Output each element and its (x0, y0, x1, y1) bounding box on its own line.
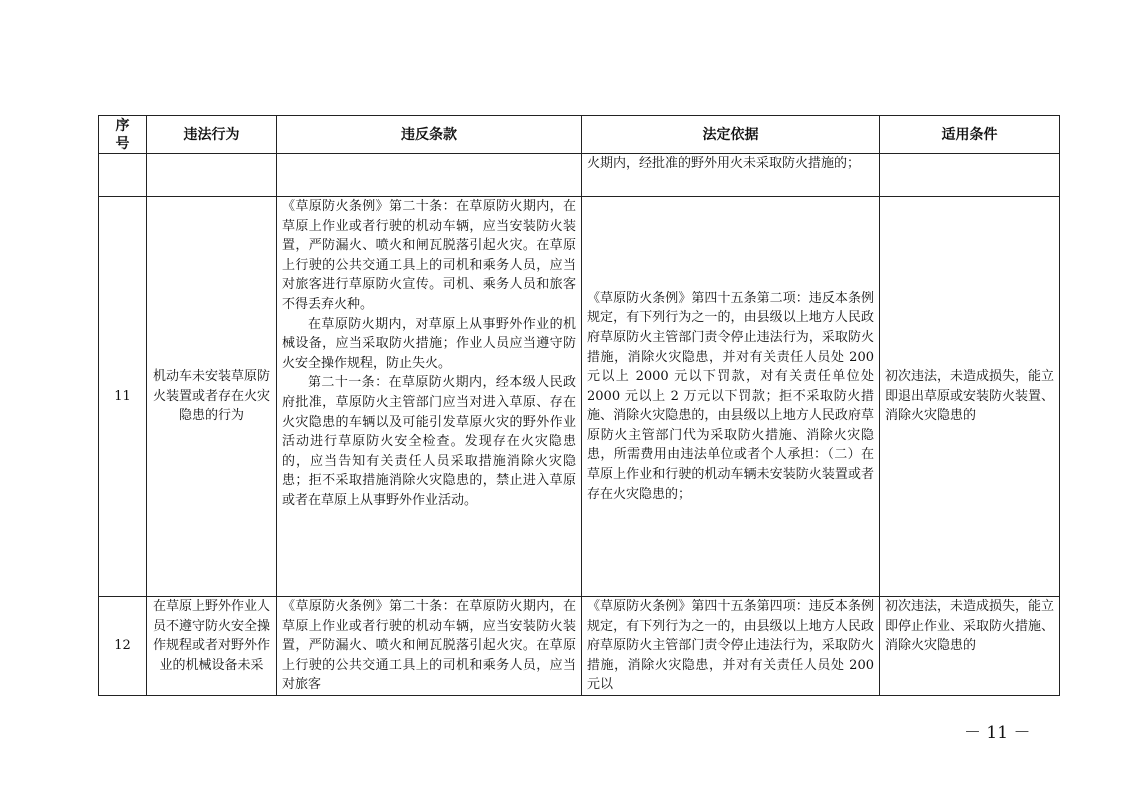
row-conditions-text: 初次违法，未造成损失，能立即停止作业、采取防火措施、消除火灾隐患的 (885, 599, 1055, 654)
page-number: － 11 － (964, 723, 1031, 743)
row-clause-p1: 《草原防火条例》第二十条：在草原防火期内，在草原上作业或者行驶的机动车辆，应当安装防火装置，严防漏火、喷火和闸瓦脱落引起火灾。在草原上行驶的公共交通工具上的司机和乘务人员，应当对旅客进行草原防火宣传。司机、乘务人员和旅客不得丢弃火种。 (282, 199, 576, 312)
regulation-table (98, 115, 1060, 696)
table-row (99, 197, 1060, 597)
row-conditions (880, 597, 1060, 696)
row-basis (582, 597, 880, 696)
row-seq: 11 (99, 197, 147, 597)
cont-behavior (147, 154, 277, 197)
header-basis: 法定依据 (582, 116, 880, 154)
header-behavior: 违法行为 (147, 116, 277, 154)
cont-clause (277, 154, 582, 197)
row-clause (277, 597, 582, 696)
row-behavior-text: 机动车未安装草原防火装置或者存在火灾隐患的行为 (152, 369, 270, 424)
row-seq: 12 (99, 597, 147, 696)
row-basis-text: 《草原防火条例》第四十五条第四项：违反本条例规定，有下列行为之一的，由县级以上地方人民政府草原防火主管部门责令停止违法行为，采取防火措施，消除火灾隐患，并对有关责任人员处 200 元以 (587, 599, 879, 693)
row-behavior (147, 597, 277, 696)
row-basis-text: 《草原防火条例》第四十五条第二项：违反本条例规定，有下列行为之一的，由县级以上地方人民政府草原防火主管部门责令停止违法行为，采取防火措施，消除火灾隐患，并对有关责任人员处 200 元以上 2000 元以下罚款，对有关责任单位处 2000 元以上 2 万元以下罚款；拒不采取防火措施、消除火灾隐患的，由县级以上地方人民政府草原防火主管部门代为采取防火措施、消除火灾隐患，所需费用由违法单位或者个人承担：（二）在草原上作业和行驶的机动车辆未安装防火装置或者存在火灾隐患的； (587, 290, 879, 502)
cont-basis (582, 154, 880, 197)
row-clause-p2: 在草原防火期内，对草原上从事野外作业的机械设备，应当采取防火措施；作业人员应当遵守防火安全操作规程，防止失火。 (282, 316, 576, 371)
header-clause: 违反条款 (277, 116, 582, 154)
row-behavior-text: 在草原上野外作业人员不遵守防火安全操作规程或者对野外作业的机械设备未采 (152, 599, 270, 673)
row-clause-p3: 第二十一条：在草原防火期内，经本级人民政府批准，草原防火主管部门应当对进入草原、存在火灾隐患的车辆以及可能引发草原火灾的野外作业活动进行草原防火安全检查。发现存在火灾隐患的，应当告知有关责任人员采取措施消除火灾隐患；拒不采取措施消除火灾隐患的，禁止进入草原或者在草原上从事野外作业活动。 (282, 375, 576, 508)
cont-seq (99, 154, 147, 197)
table-row (99, 597, 1060, 696)
row-clause (277, 197, 582, 597)
row-conditions-text: 初次违法，未造成损失，能立即退出草原或安装防火装置、消除火灾隐患的 (885, 369, 1055, 424)
cont-conditions (880, 154, 1060, 197)
row-conditions (880, 197, 1060, 597)
row-basis (582, 197, 880, 597)
continuation-row (99, 154, 1060, 197)
row-behavior (147, 197, 277, 597)
cont-basis-text: 火期内，经批准的野外用火未采取防火措施的； (587, 156, 861, 171)
row-clause-p1: 《草原防火条例》第二十条：在草原防火期内，在草原上作业或者行驶的机动车辆，应当安装防火装置，严防漏火、喷火和闸瓦脱落引起火灾。在草原上行驶的公共交通工具上的司机和乘务人员，应当对旅客 (282, 599, 576, 693)
table-header-row (99, 116, 1060, 154)
header-conditions: 适用条件 (880, 116, 1060, 154)
header-seq: 序 号 (99, 116, 147, 154)
